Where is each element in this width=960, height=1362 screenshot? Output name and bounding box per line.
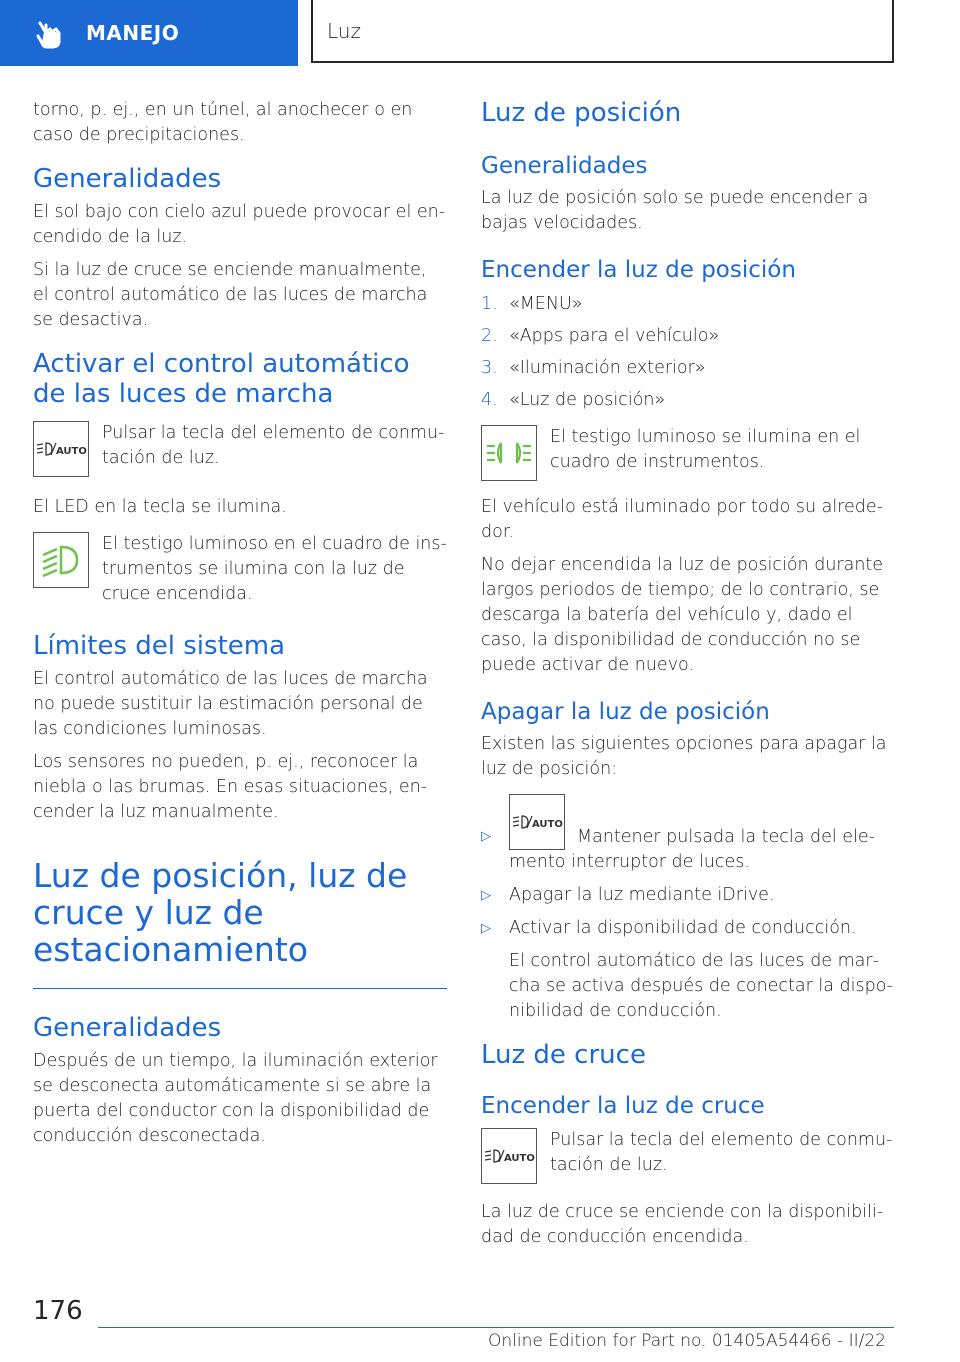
chapter-header: [311, 0, 894, 63]
paragraph: El sol bajo con cielo azul puede provocar el encendido de la luz.: [33, 202, 446, 247]
cruce-text: Pulsar la tecla del elemento de conmutación de luz.: [550, 1130, 893, 1175]
steps-list: [481, 292, 895, 413]
auto-key-row: [481, 1128, 895, 1184]
heading-encender-posicion: Encender la luz de posición: [481, 257, 796, 283]
auto-text: AUTO: [504, 1153, 535, 1164]
left-column: [33, 98, 447, 1157]
auto-key-row: [33, 421, 447, 477]
paragraph: Después de un tiempo, la iluminación exterior se desconecta automáticamente si se abre la puerta del conductor con la disponibilidad de conducción desconectada.: [33, 1051, 438, 1146]
triangle-bullet-icon: ▷: [481, 829, 491, 844]
parking-indicator-row: [481, 425, 895, 481]
list-item: 1. «MENU»: [481, 294, 583, 314]
paragraph: El control automático de las luces de marcha no puede sustituir la estimación personal de las condiciones luminosas.: [33, 669, 428, 739]
bullet-text: Mantener pulsada la tecla del elemento interruptor de luces.: [509, 827, 876, 872]
edition-footer: Online Edition for Part no. 01405A54466 - II/22: [487, 1331, 886, 1351]
bullet-subtext: El control automático de las luces de marcha se activa después de conectar la disponibilidad de conducción.: [509, 951, 893, 1021]
triangle-bullet-icon: ▷: [481, 921, 491, 936]
list-item: [481, 794, 895, 875]
testigo-text: El testigo luminoso en el cuadro de instrumentos se ilumina con la luz de cruce encendida.: [102, 534, 447, 604]
light-auto-switch-icon: [33, 421, 89, 477]
right-column: [481, 98, 895, 1258]
light-auto-switch-icon: [509, 794, 565, 850]
heading-encender-cruce: Encender la luz de cruce: [481, 1093, 765, 1119]
list-item: ▷ Activar la disponibilidad de conducción. El control automático de las luces de marcha se activa después de conectar la disponibilidad de conducción.: [481, 916, 895, 1024]
section-tab: [0, 0, 298, 66]
heading-luz-cruce: Luz de cruce: [481, 1040, 646, 1070]
page-number: 176: [33, 1296, 83, 1326]
heading-luz-posicion: Luz de posición: [481, 98, 682, 128]
testigo-text: El testigo luminoso se ilumina en el cuadro de instrumentos.: [550, 427, 861, 472]
paragraph: El vehículo está iluminado por todo su alrededor.: [481, 497, 884, 542]
paragraph: Existen las siguientes opciones para apagar la luz de posición:: [481, 734, 887, 779]
list-item: 3. «Iluminación exterior»: [481, 358, 706, 378]
heading-apagar-posicion: Apagar la luz de posición: [481, 699, 770, 725]
heading-generalidades: Generalidades: [481, 153, 648, 179]
list-item: ▷ Apagar la luz mediante iDrive.: [481, 883, 895, 908]
paragraph: Si la luz de cruce se enciende manualmente, el control automático de las luces de marcha se desactiva.: [33, 260, 428, 330]
heading-luz-posicion-cruce: Luz de posición, luz de cruce y luz de estacionamiento: [33, 856, 408, 969]
auto-text: AUTO: [532, 819, 563, 830]
list-item: 2. «Apps para el vehículo»: [481, 326, 720, 346]
triangle-bullet-icon: ▷: [481, 888, 491, 903]
section-label: MANEJO: [86, 21, 180, 45]
options-list: [481, 794, 895, 1024]
footer-divider: [98, 1327, 894, 1328]
low-beam-indicator-icon: [33, 532, 89, 588]
heading-generalidades: Generalidades: [33, 164, 222, 194]
light-auto-switch-icon: [481, 1128, 537, 1184]
list-item: 4. «Luz de posición»: [481, 390, 666, 410]
indicator-row: [33, 532, 447, 607]
paragraph: No dejar encendida la luz de posición durante largos periodos de tiempo; de lo contrario, se descarga la batería del vehículo y, dado el caso, la disponibilidad de conducción no se puede activar de nuevo.: [481, 555, 884, 675]
hand-icon: [32, 15, 68, 51]
section-divider: [33, 988, 447, 989]
heading-activar: Activar el control automático de las luces de marcha: [33, 349, 410, 409]
paragraph: Los sensores no pueden, p. ej., reconocer la niebla o las brumas. En esas situaciones, encender la luz manualmente.: [33, 752, 428, 822]
intro-paragraph: torno, p. ej., en un túnel, al anochecer o en caso de precipitaciones.: [33, 100, 413, 145]
led-paragraph: El LED en la tecla se ilumina.: [33, 497, 287, 517]
paragraph: La luz de cruce se enciende con la disponibilidad de conducción encendida.: [481, 1202, 884, 1247]
activar-text: Pulsar la tecla del elemento de conmutación de luz.: [102, 423, 445, 468]
heading-generalidades-2: Generalidades: [33, 1013, 222, 1043]
heading-limites: Límites del sistema: [33, 631, 286, 661]
paragraph: La luz de posición solo se puede encender a bajas velocidades.: [481, 188, 869, 233]
auto-text: AUTO: [56, 446, 87, 457]
parking-light-indicator-icon: [481, 425, 537, 481]
chapter-label: Luz: [327, 18, 361, 43]
